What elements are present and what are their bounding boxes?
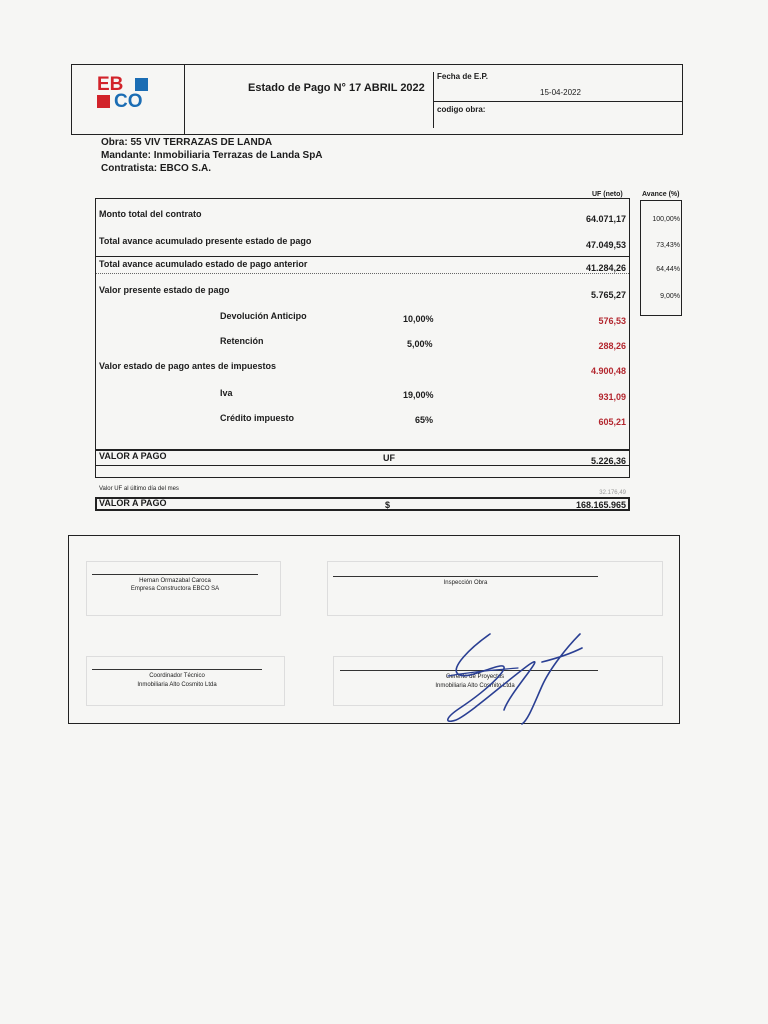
signature-4-org: Inmobiliaria Alto Cosmito Ltda <box>435 683 515 689</box>
signature-3-org: Inmobiliaria Alto Cosmito Ltda <box>137 682 217 688</box>
row-total-presente-label: Total avance acumulado presente estado de pago <box>99 236 312 246</box>
signature-line-2 <box>333 576 598 577</box>
row-devolucion-value: 576,53 <box>598 316 626 326</box>
col-uf-neto: UF (neto) <box>592 191 623 198</box>
row-valor-presente-value: 5.765,27 <box>590 290 626 300</box>
logo-square-red <box>97 95 110 108</box>
row-monto-total-value: 64.071,17 <box>585 214 626 224</box>
row-antes-impuestos-value: 4.900,48 <box>590 366 626 376</box>
row-iva-rate: 19,00% <box>403 390 434 400</box>
row-monto-total-pct: 100,00% <box>652 216 680 223</box>
row-credito-value: 605,21 <box>598 417 626 427</box>
col-avance: Avance (%) <box>642 191 680 198</box>
row-total-presente-pct: 73,43% <box>656 242 680 249</box>
signature-line-3 <box>92 669 262 670</box>
signature-box-3 <box>86 656 285 706</box>
valor-uf-note-value: 32.176,49 <box>599 490 626 496</box>
signature-4-name: Gerente de Proyectos <box>445 674 505 680</box>
fecha-value: 15-04-2022 <box>540 88 581 97</box>
codigo-label: codigo obra: <box>437 105 486 114</box>
row-valor-presente-pct: 9,00% <box>660 293 680 300</box>
row-retencion-rate: 5,00% <box>407 339 433 349</box>
project-contratista: Contratista: EBCO S.A. <box>101 163 212 174</box>
row-devolucion-rate: 10,00% <box>403 314 434 324</box>
row-divider-1 <box>96 256 629 257</box>
fecha-label: Fecha de E.P. <box>437 72 488 81</box>
logo-square-blue <box>135 78 148 91</box>
row-iva-value: 931,09 <box>598 392 626 402</box>
row-total-anterior-pct: 64,44% <box>656 266 680 273</box>
valor-pago-uf-bottom-line <box>96 465 629 466</box>
header-divider-1 <box>184 64 185 135</box>
project-obra: Obra: 55 VIV TERRAZAS DE LANDA <box>101 137 273 148</box>
ebco-logo <box>97 76 157 112</box>
handwritten-signature <box>430 628 600 728</box>
logo-text-top: EB <box>97 74 124 95</box>
signature-box-2 <box>327 561 663 616</box>
row-total-anterior-label: Total avance acumulado estado de pago anterior <box>99 259 308 269</box>
row-antes-impuestos-label: Valor estado de pago antes de impuestos <box>99 361 277 371</box>
signature-2-name: Inspección Obra <box>443 580 488 586</box>
signature-1-org: Empresa Constructora EBCO SA <box>130 586 220 592</box>
row-credito-rate: 65% <box>415 415 434 425</box>
header-box <box>71 64 683 135</box>
signature-1-name: Hernan Ormazabal Caroca <box>139 578 211 584</box>
valor-uf-note-label: Valor UF al último día del mes <box>99 486 179 492</box>
valor-pago-clp-label: VALOR A PAGO <box>99 498 167 508</box>
valor-pago-uf-value: 5.226,36 <box>590 456 626 466</box>
signature-3-name: Coordinador Técnico <box>149 673 205 679</box>
logo-text-bottom: CO <box>114 91 143 112</box>
row-retencion-label: Retención <box>220 336 264 346</box>
row-divider-2 <box>96 273 629 274</box>
project-mandante: Mandante: Inmobiliaria Terrazas de Landa SpA <box>101 150 323 161</box>
page-title: Estado de Pago N° 17 ABRIL 2022 <box>248 82 425 94</box>
row-valor-presente-label: Valor presente estado de pago <box>99 285 230 295</box>
row-iva-label: Iva <box>220 388 233 398</box>
valor-pago-uf-unit: UF <box>383 453 395 463</box>
row-total-presente-value: 47.049,53 <box>585 240 626 250</box>
valor-pago-clp-unit: $ <box>385 500 391 510</box>
row-retencion-value: 288,26 <box>598 341 626 351</box>
header-divider-2 <box>433 72 434 128</box>
signature-line-1 <box>92 574 258 575</box>
valor-pago-clp-value: 168.165.965 <box>575 500 626 510</box>
valor-pago-uf-label: VALOR A PAGO <box>99 451 167 461</box>
row-total-anterior-value: 41.284,26 <box>585 263 626 273</box>
valor-pago-uf-top-line <box>96 449 629 451</box>
header-divider-3 <box>433 101 683 102</box>
row-devolucion-label: Devolución Anticipo <box>220 311 307 321</box>
row-credito-label: Crédito impuesto <box>220 413 295 423</box>
row-monto-total-label: Monto total del contrato <box>99 209 202 219</box>
